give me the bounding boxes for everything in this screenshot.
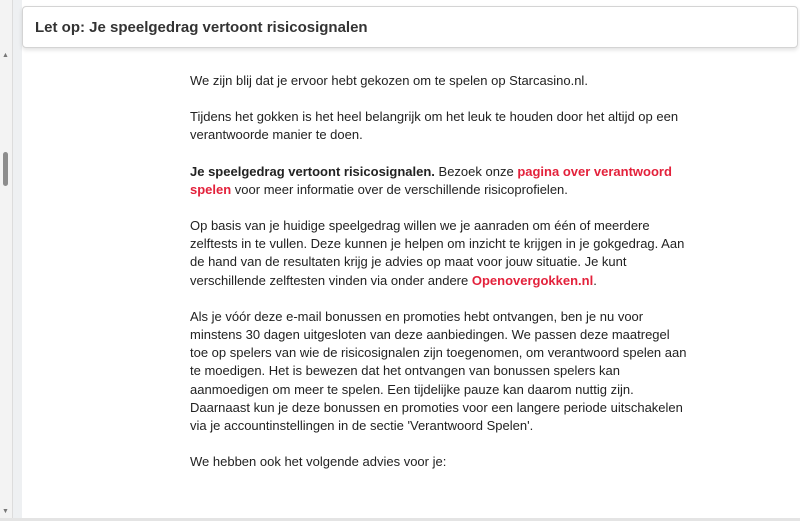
left-scrollbar[interactable] <box>0 0 13 521</box>
paragraph-advice: We hebben ook het volgende advies voor je: <box>190 454 447 470</box>
responsible-gaming-link[interactable]: pagina over verantwoord spelen <box>190 163 672 197</box>
paragraph-welcome: We zijn blij dat je ervoor hebt gekozen om te spelen op Starcasino.nl. <box>190 73 588 88</box>
risk-text: Bezoek onze <box>434 163 518 179</box>
selftests-text: Op basis van je huidige speelgedrag willen we je aanraden om één of meerdere zelftests in te vullen. Deze kunnen je helpen om inzicht te krijgen in je gokgedrag. Aan de hand van de resultaten krijg je advies op maat voor jouw situatie. Je kunt verschillende zelftesten vinden via onder andere <box>190 218 685 288</box>
email-window <box>22 0 800 521</box>
selftests-text-end: . <box>593 272 597 288</box>
paragraph-risk <box>190 163 690 199</box>
risk-warning-text: Je speelgedrag vertoont risicosignalen. <box>190 163 435 179</box>
scrollbar-thumb[interactable] <box>3 152 8 186</box>
email-subject: Let op: Je speelgedrag vertoont risicosignalen <box>35 19 368 36</box>
email-body <box>190 72 690 489</box>
openovergokken-link[interactable]: Openovergokken.nl <box>471 272 594 288</box>
paragraph-bonus-exclusion: Als je vóór deze e-mail bonussen en promoties hebt ontvangen, ben je nu voor minstens 30 dagen uitgesloten van deze aanbiedingen. We passen deze maatregel toe op spelers van wie de risicosignalen zijn toegenomen, om verantwoord spelen aan te moedigen. Het is bewezen dat het ontvangen van bonussen spelers kan aanmoedigen om meer te spelen. Een tijdelijke pauze kan daarom nuttig zijn. Daarnaast kun je deze bonussen en promoties voor een langere periode uitschakelen via je accountinstellingen in de sectie 'Verantwoord Spelen'. <box>190 308 687 434</box>
scroll-up-arrow-icon[interactable]: ▲ <box>2 52 9 59</box>
email-header <box>22 6 798 48</box>
paragraph-selftests <box>190 217 690 290</box>
scroll-down-arrow-icon[interactable]: ▼ <box>2 508 9 515</box>
paragraph-intro: Tijdens het gokken is het heel belangrijk om het leuk te houden door het altijd op een verantwoorde manier te doen. <box>190 109 679 143</box>
risk-text-end: voor meer informatie over de verschillende risicoprofielen. <box>231 181 568 197</box>
